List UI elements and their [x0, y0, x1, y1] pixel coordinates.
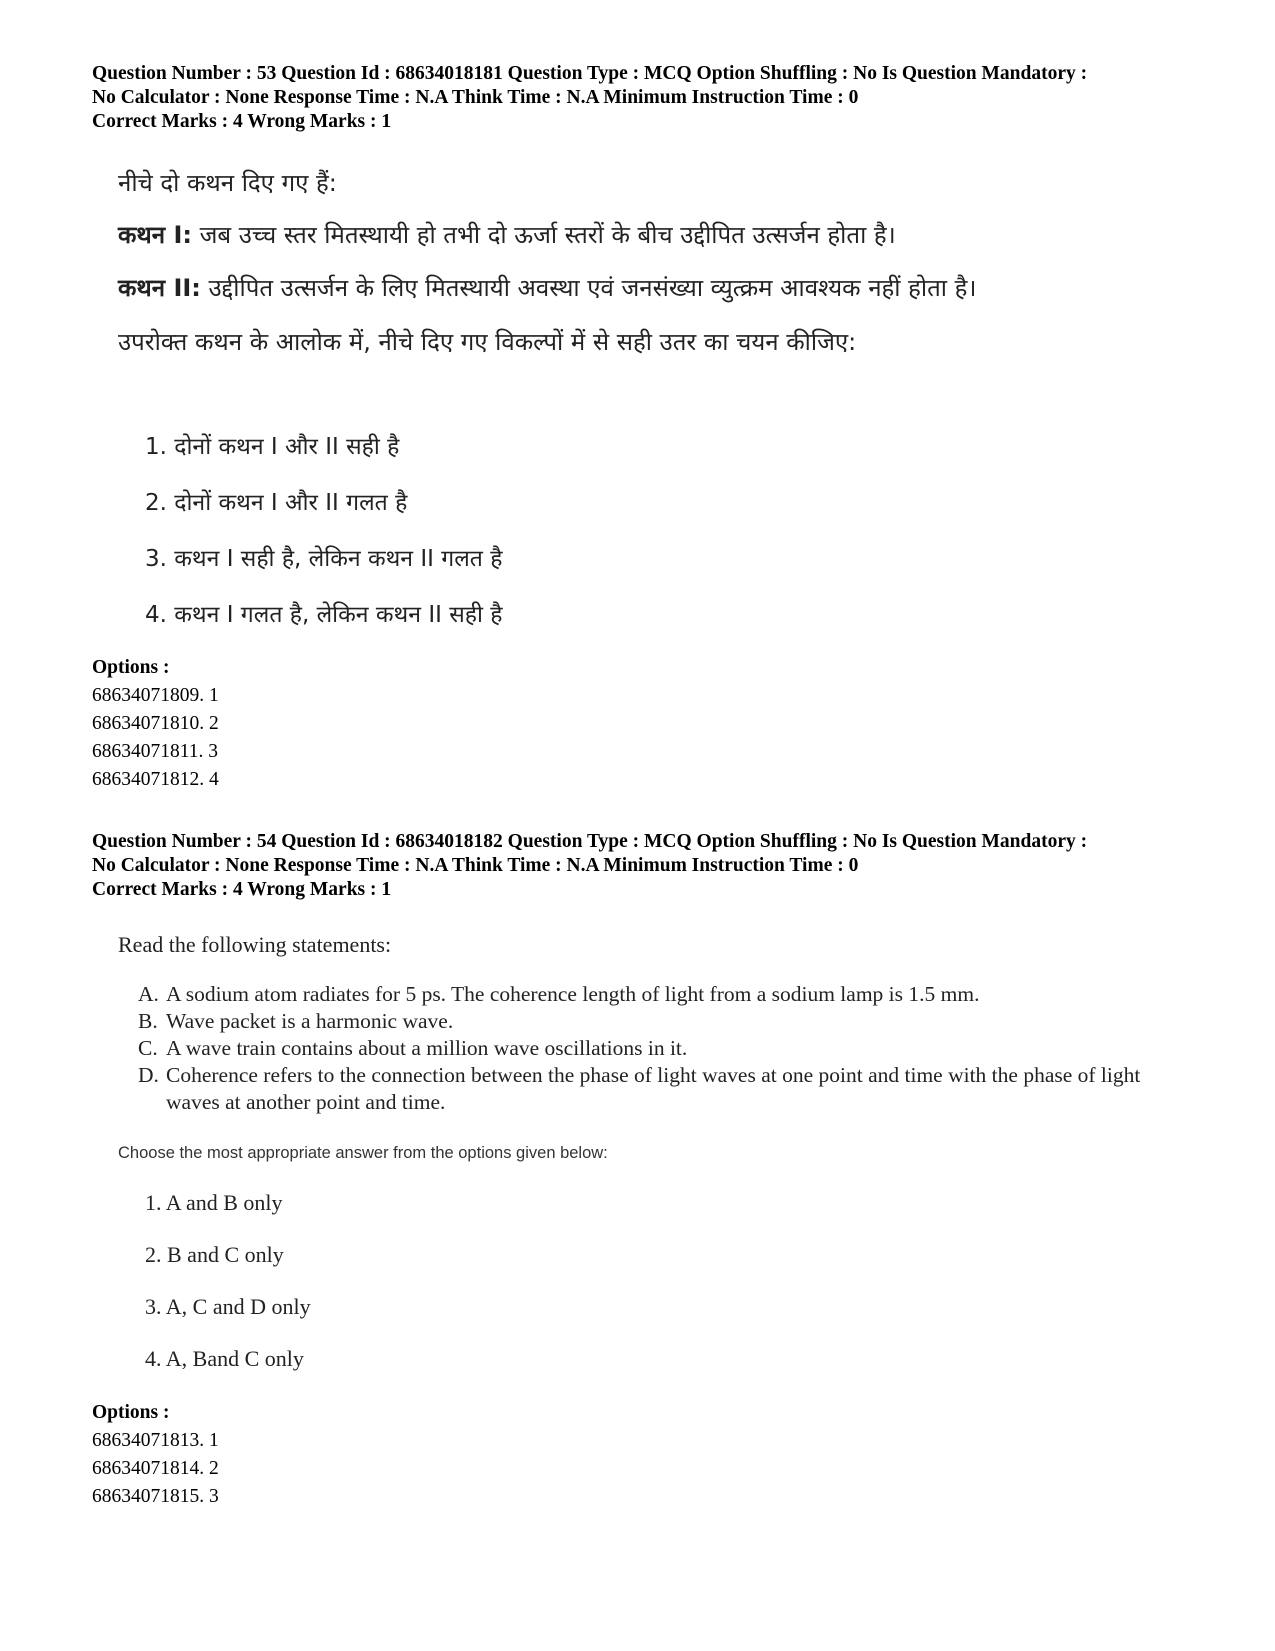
question-53-header: [92, 62, 1192, 134]
options-title: Options :: [92, 657, 170, 678]
choice-item: 2. दोनों कथन I और II गलत है: [145, 490, 408, 516]
question-meta-line: No Calculator : None Response Time : N.A Think Time : N.A Minimum Instruction Time : 0: [92, 855, 859, 876]
choice-item: 4. A, Band C only: [145, 1346, 304, 1371]
statement-label: D.: [138, 1063, 159, 1087]
option-row: 68634071813. 1: [92, 1430, 219, 1451]
statement-label: A.: [138, 982, 159, 1006]
question-instruction: Choose the most appropriate answer from the options given below:: [118, 1144, 608, 1162]
question-54-options: [92, 1401, 1192, 1511]
choice-item: 2. B and C only: [145, 1242, 284, 1267]
choice-item: 3. A, C and D only: [145, 1294, 311, 1319]
option-row: 68634071815. 3: [92, 1486, 219, 1507]
choice-item: 1. दोनों कथन I और II सही है: [145, 434, 400, 460]
statement-text: A wave train contains about a million wave oscillations in it.: [166, 1036, 688, 1060]
question-intro: नीचे दो कथन दिए गए हैं:: [118, 169, 337, 197]
question-meta-line: Question Number : 53 Question Id : 68634018181 Question Type : MCQ Option Shuffling : No Is Question Mandatory :: [92, 63, 1088, 84]
choice-item: 1. A and B only: [145, 1190, 283, 1215]
statement-label: कथन II:: [118, 274, 201, 302]
choice-item: 3. कथन I सही है, लेकिन कथन II गलत है: [145, 546, 503, 572]
question-meta-line: No Calculator : None Response Time : N.A Think Time : N.A Minimum Instruction Time : 0: [92, 87, 859, 108]
statement-label: C.: [138, 1036, 158, 1060]
question-marks-line: Correct Marks : 4 Wrong Marks : 1: [92, 111, 392, 132]
question-54-body: [118, 931, 1146, 1164]
statement-item: [138, 1035, 1146, 1062]
choice-item: 4. कथन I गलत है, लेकिन कथन II सही है: [145, 602, 503, 628]
question-53-options: [92, 656, 1192, 794]
question-54-choices: [145, 1189, 311, 1372]
statement-text: जब उच्च स्तर मितस्थायी हो तभी दो ऊर्जा स्तरों के बीच उद्दीपित उत्सर्जन होता है।: [191, 221, 896, 249]
question-53-body: [118, 168, 976, 357]
options-title: Options :: [92, 1402, 170, 1423]
question-instruction: उपरोक्त कथन के आलोक में, नीचे दिए गए विकल्पों में से सही उतर का चयन कीजिए:: [118, 328, 857, 356]
option-row: 68634071811. 3: [92, 741, 219, 762]
statement-label: कथन I:: [118, 221, 192, 249]
question-53-choices: [145, 432, 502, 630]
option-row: 68634071809. 1: [92, 685, 219, 706]
statement-text: उद्दीपित उत्सर्जन के लिए मितस्थायी अवस्था एवं जनसंख्या व्युत्क्रम आवश्यक नहीं होता है।: [200, 274, 977, 302]
statement-label: B.: [138, 1009, 158, 1033]
statement-item: [138, 1008, 1146, 1035]
statement-2: [118, 273, 976, 303]
statement-1: [118, 220, 976, 250]
option-row: 68634071814. 2: [92, 1458, 219, 1479]
statement-text: Wave packet is a harmonic wave.: [166, 1009, 454, 1033]
question-meta-line: Question Number : 54 Question Id : 68634018182 Question Type : MCQ Option Shuffling : No Is Question Mandatory :: [92, 831, 1088, 852]
question-intro: Read the following statements:: [118, 932, 392, 957]
question-marks-line: Correct Marks : 4 Wrong Marks : 1: [92, 879, 392, 900]
statement-item: [138, 981, 1146, 1008]
question-54-header: [92, 830, 1192, 902]
option-row: 68634071810. 2: [92, 713, 219, 734]
statement-item: [138, 1062, 1146, 1116]
option-row: 68634071812. 4: [92, 769, 219, 790]
statement-text: A sodium atom radiates for 5 ps. The coherence length of light from a sodium lamp is 1.5 mm.: [166, 982, 980, 1006]
statement-text: Coherence refers to the connection between the phase of light waves at one point and time with the phase of light waves at another point and time.: [166, 1063, 1141, 1114]
statement-list: [138, 981, 1146, 1116]
